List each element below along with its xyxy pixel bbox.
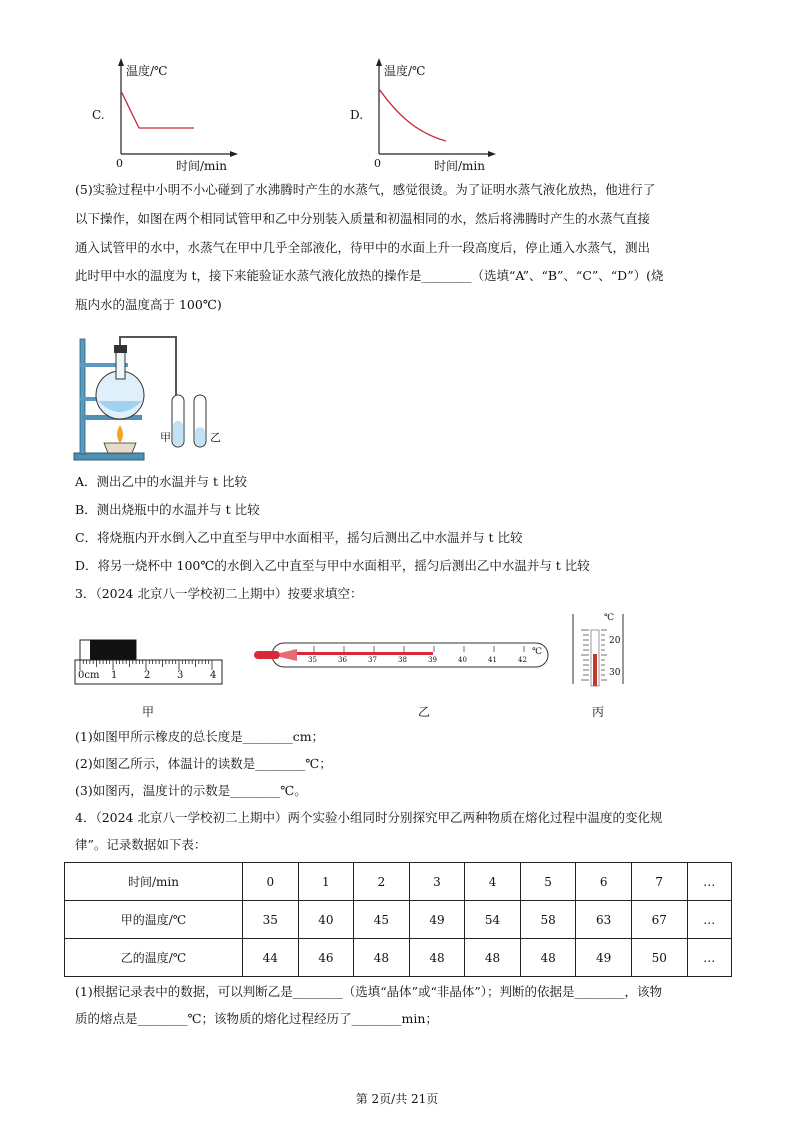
graph-c-ylabel: 温度/℃	[126, 64, 168, 78]
table-cell: 40	[298, 901, 354, 939]
wall-tick-30: 30	[609, 668, 621, 678]
table-cell: 7	[631, 863, 687, 901]
ruler-label-0: 0cm	[78, 670, 100, 681]
body-thermometer	[252, 640, 552, 670]
q5-line-2: 以下操作，如图在两个相同试管甲和乙中分别装入质量和初温相同的水，然后将沸腾时产生的水蒸气直接	[75, 211, 651, 226]
table-cell: 35	[243, 901, 299, 939]
table-row	[65, 863, 732, 901]
table-cell: 46	[298, 939, 354, 977]
q4-title-line-1: 4．（2024 北京八一学校初二上期中）两个实验小组同时分别探究甲乙两种物质在熔化过程中温度的变化规	[75, 810, 663, 825]
table-row	[65, 901, 732, 939]
q5-line-4: 此时甲中水的温度为 t，接下来能验证水蒸气液化放热的操作是________（选填“A”、“B”、“C”、“D”）(烧	[75, 268, 664, 283]
table-cell: 63	[576, 901, 632, 939]
table-cell: 49	[409, 901, 465, 939]
table-cell: …	[687, 901, 732, 939]
body-tick-42: 42	[518, 656, 527, 664]
table-cell: 48	[465, 939, 521, 977]
tube-label-jia: 甲	[160, 431, 171, 444]
graph-c-origin: 0	[116, 157, 123, 170]
table-cell: 48	[354, 939, 410, 977]
q4-title-line-2: 律”。记录数据如下表：	[75, 837, 207, 852]
q3-part-1: (1)如图甲所示橡皮的总长度是________cm；	[75, 729, 325, 744]
ruler-figure	[74, 638, 224, 686]
row-header: 乙的温度/℃	[65, 939, 243, 977]
wall-thermometer-drawing	[571, 612, 631, 688]
body-thermometer-drawing	[252, 640, 552, 670]
body-unit: ℃	[532, 647, 543, 657]
row-header: 甲的温度/℃	[65, 901, 243, 939]
wall-unit: ℃	[604, 613, 615, 623]
graph-c-plot	[88, 58, 238, 158]
graph-d-letter: D.	[350, 108, 364, 122]
table-cell: 54	[465, 901, 521, 939]
graph-d-origin: 0	[374, 157, 381, 170]
ruler-label-4: 4	[210, 670, 217, 681]
table-cell: 1	[298, 863, 354, 901]
table-cell: 2	[354, 863, 410, 901]
q3-part-3: (3)如图丙，温度计的示数是________℃。	[75, 783, 307, 798]
tube-label-yi: 乙	[210, 431, 221, 444]
q4-part-1-line-2: 质的熔点是________℃；该物质的熔化过程经历了________min；	[75, 1011, 438, 1026]
q3-part-2: (2)如图乙所示，体温计的读数是________℃；	[75, 756, 332, 771]
body-tick-40: 40	[458, 656, 467, 664]
option-c: C．将烧瓶内开水倒入乙中直至与甲中水面相平，摇匀后测出乙中水温并与 t 比较	[75, 530, 523, 545]
graph-d	[346, 58, 496, 173]
body-tick-39: 39	[428, 656, 437, 664]
apparatus-drawing	[72, 325, 232, 467]
graph-c-xlabel: 时间/min	[176, 159, 227, 173]
table-cell: …	[687, 939, 732, 977]
melting-data-table	[64, 862, 732, 977]
q3-title: 3．（2024 北京八一学校初二上期中）按要求填空：	[75, 586, 363, 601]
table-cell: 3	[409, 863, 465, 901]
graph-c-letter: C.	[92, 108, 105, 122]
q5-line-5: 瓶内水的温度高于 100℃)	[75, 297, 222, 312]
row-header: 时间/min	[65, 863, 243, 901]
body-tick-35: 35	[308, 656, 317, 664]
graph-d-ylabel: 温度/℃	[384, 64, 426, 78]
table-cell: 45	[354, 901, 410, 939]
table-cell: 44	[243, 939, 299, 977]
q5-line-1: (5)实验过程中小明不小心碰到了水沸腾时产生的水蒸气，感觉很烫。为了证明水蒸气液化放热，他进行了	[75, 182, 656, 197]
wall-tick-20: 20	[609, 636, 621, 646]
body-tick-41: 41	[488, 656, 497, 664]
table-cell: 48	[520, 939, 576, 977]
table-cell: 48	[409, 939, 465, 977]
option-a: A．测出乙中的水温并与 t 比较	[75, 474, 247, 489]
caption-bing: 丙	[592, 705, 605, 719]
option-b: B．测出烧瓶中的水温并与 t 比较	[75, 502, 260, 517]
caption-yi: 乙	[418, 705, 431, 719]
table-cell: 4	[465, 863, 521, 901]
table-cell: 50	[631, 939, 687, 977]
apparatus-figure	[72, 325, 232, 467]
graph-d-plot	[346, 58, 496, 158]
q5-line-3: 通入试管甲的水中，水蒸气在甲中几乎全部液化，待甲中的水面上升一段高度后，停止通入水蒸气，测出	[75, 240, 651, 255]
table-cell: 0	[243, 863, 299, 901]
q4-part-1-line-1: (1)根据记录表中的数据，可以判断乙是________（选填“晶体”或“非晶体”）；判断的依据是________，该物	[75, 984, 663, 999]
caption-jia: 甲	[142, 705, 155, 719]
ruler-label-1: 1	[111, 670, 118, 681]
table-cell: 6	[576, 863, 632, 901]
body-tick-37: 37	[368, 656, 377, 664]
table-cell: 67	[631, 901, 687, 939]
wall-thermometer	[571, 612, 631, 688]
graph-c	[88, 58, 238, 173]
ruler-label-3: 3	[177, 670, 184, 681]
table-cell: 5	[520, 863, 576, 901]
graph-d-xlabel: 时间/min	[434, 159, 485, 173]
body-tick-36: 36	[338, 656, 347, 664]
body-tick-38: 38	[398, 656, 407, 664]
table-row	[65, 939, 732, 977]
table-cell: …	[687, 863, 732, 901]
table-cell: 49	[576, 939, 632, 977]
table-cell: 58	[520, 901, 576, 939]
ruler-label-2: 2	[144, 670, 151, 681]
option-d: D．将另一烧杯中 100℃的水倒入乙中直至与甲中水面相平，摇匀后测出乙中水温并与 t 比较	[75, 558, 590, 573]
page-footer: 第 2页/共 21页	[355, 1092, 439, 1106]
